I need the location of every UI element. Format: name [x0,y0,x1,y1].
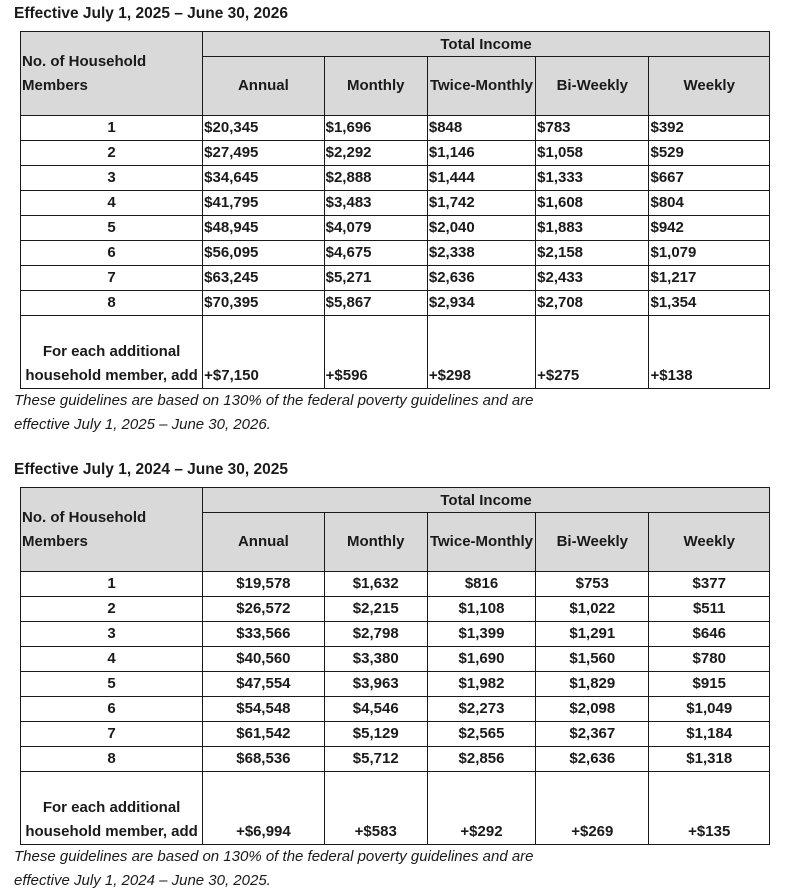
header-weekly: Weekly [649,57,770,116]
weekly-income-cell: $1,217 [649,266,770,291]
weekly-income-cell: $392 [649,116,770,141]
header-monthly: Monthly [324,57,427,116]
household-members-cell: 5 [21,216,203,241]
table-row [21,672,770,697]
header-twice-monthly: Twice-Monthly [427,513,535,572]
additional-twice-monthly-cell: +$298 [427,316,535,389]
weekly-income-cell: $942 [649,216,770,241]
twice-monthly-income-cell: $1,982 [427,672,535,697]
twice-monthly-income-cell: $2,934 [427,291,535,316]
additional-bi-weekly-cell: +$275 [536,316,649,389]
annual-income-cell: $41,795 [203,191,324,216]
annual-income-cell: $48,945 [203,216,324,241]
table-row [21,697,770,722]
table-row [21,747,770,772]
household-members-cell: 7 [21,722,203,747]
household-members-cell: 1 [21,572,203,597]
additional-member-row [21,772,770,845]
monthly-income-cell: $1,632 [324,572,427,597]
weekly-income-cell: $511 [649,597,770,622]
twice-monthly-income-cell: $1,444 [427,166,535,191]
table-row [21,572,770,597]
annual-income-cell: $40,560 [203,647,324,672]
twice-monthly-income-cell: $1,690 [427,647,535,672]
table-row [21,597,770,622]
monthly-income-cell: $3,483 [324,191,427,216]
bi-weekly-income-cell: $2,158 [536,241,649,266]
twice-monthly-income-cell: $2,856 [427,747,535,772]
annual-income-cell: $19,578 [203,572,324,597]
table-row [21,141,770,166]
additional-member-label: For each additional household member, add [21,316,203,389]
bi-weekly-income-cell: $1,829 [536,672,649,697]
annual-income-cell: $33,566 [203,622,324,647]
bi-weekly-income-cell: $2,433 [536,266,649,291]
household-members-cell: 3 [21,622,203,647]
weekly-income-cell: $377 [649,572,770,597]
header-total-income: Total Income [203,488,770,513]
header-annual: Annual [203,57,324,116]
weekly-income-cell: $1,049 [649,697,770,722]
monthly-income-cell: $4,546 [324,697,427,722]
twice-monthly-income-cell: $816 [427,572,535,597]
weekly-income-cell: $804 [649,191,770,216]
bi-weekly-income-cell: $2,098 [536,697,649,722]
table-row [21,241,770,266]
weekly-income-cell: $1,184 [649,722,770,747]
header-monthly: Monthly [324,513,427,572]
annual-income-cell: $61,542 [203,722,324,747]
header-household-members: No. of Household Members [21,488,203,572]
monthly-income-cell: $3,380 [324,647,427,672]
footnote-line-2: effective July 1, 2025 – June 30, 2026. [14,416,271,433]
bi-weekly-income-cell: $1,560 [536,647,649,672]
household-members-cell: 8 [21,747,203,772]
weekly-income-cell: $915 [649,672,770,697]
bi-weekly-income-cell: $1,608 [536,191,649,216]
monthly-income-cell: $5,271 [324,266,427,291]
household-members-cell: 6 [21,241,203,266]
weekly-income-cell: $780 [649,647,770,672]
header-annual: Annual [203,513,324,572]
twice-monthly-income-cell: $2,040 [427,216,535,241]
twice-monthly-income-cell: $1,108 [427,597,535,622]
household-members-cell: 2 [21,141,203,166]
bi-weekly-income-cell: $753 [536,572,649,597]
twice-monthly-income-cell: $2,273 [427,697,535,722]
footnote-line-1: These guidelines are based on 130% of the federal poverty guidelines and are [14,848,534,865]
twice-monthly-income-cell: $1,742 [427,191,535,216]
income-guidelines-2024-section [14,459,774,893]
household-members-cell: 3 [21,166,203,191]
table-row [21,216,770,241]
income-table-2024 [20,487,770,845]
twice-monthly-income-cell: $2,338 [427,241,535,266]
bi-weekly-income-cell: $2,708 [536,291,649,316]
table-row [21,166,770,191]
additional-annual-cell: +$6,994 [203,772,324,845]
twice-monthly-income-cell: $2,636 [427,266,535,291]
annual-income-cell: $47,554 [203,672,324,697]
table-row [21,116,770,141]
bi-weekly-income-cell: $1,883 [536,216,649,241]
section-title: Effective July 1, 2025 – June 30, 2026 [14,5,289,22]
household-members-cell: 2 [21,597,203,622]
annual-income-cell: $26,572 [203,597,324,622]
additional-member-row [21,316,770,389]
monthly-income-cell: $5,712 [324,747,427,772]
monthly-income-cell: $2,292 [324,141,427,166]
additional-weekly-cell: +$135 [649,772,770,845]
monthly-income-cell: $1,696 [324,116,427,141]
table-row [21,191,770,216]
bi-weekly-income-cell: $1,291 [536,622,649,647]
household-members-cell: 6 [21,697,203,722]
additional-member-label: For each additional household member, add [21,772,203,845]
bi-weekly-income-cell: $1,058 [536,141,649,166]
bi-weekly-income-cell: $783 [536,116,649,141]
monthly-income-cell: $2,798 [324,622,427,647]
table-row [21,622,770,647]
table-row [21,291,770,316]
weekly-income-cell: $1,079 [649,241,770,266]
additional-weekly-cell: +$138 [649,316,770,389]
annual-income-cell: $20,345 [203,116,324,141]
twice-monthly-income-cell: $848 [427,116,535,141]
additional-monthly-cell: +$596 [324,316,427,389]
monthly-income-cell: $4,079 [324,216,427,241]
footnote [14,845,774,893]
header-twice-monthly: Twice-Monthly [427,57,535,116]
annual-income-cell: $56,095 [203,241,324,266]
header-household-members: No. of Household Members [21,32,203,116]
monthly-income-cell: $3,963 [324,672,427,697]
table-row [21,647,770,672]
annual-income-cell: $27,495 [203,141,324,166]
header-weekly: Weekly [649,513,770,572]
household-members-cell: 4 [21,647,203,672]
twice-monthly-income-cell: $1,399 [427,622,535,647]
bi-weekly-income-cell: $1,333 [536,166,649,191]
annual-income-cell: $63,245 [203,266,324,291]
weekly-income-cell: $1,354 [649,291,770,316]
household-members-cell: 4 [21,191,203,216]
weekly-income-cell: $529 [649,141,770,166]
household-members-cell: 1 [21,116,203,141]
bi-weekly-income-cell: $2,367 [536,722,649,747]
household-members-cell: 7 [21,266,203,291]
section-title: Effective July 1, 2024 – June 30, 2025 [14,461,289,478]
weekly-income-cell: $667 [649,166,770,191]
additional-twice-monthly-cell: +$292 [427,772,535,845]
annual-income-cell: $54,548 [203,697,324,722]
header-total-income: Total Income [203,32,770,57]
bi-weekly-income-cell: $1,022 [536,597,649,622]
weekly-income-cell: $1,318 [649,747,770,772]
household-members-cell: 8 [21,291,203,316]
income-table-2025 [20,31,770,389]
annual-income-cell: $68,536 [203,747,324,772]
footnote-line-1: These guidelines are based on 130% of the federal poverty guidelines and are [14,392,534,409]
twice-monthly-income-cell: $1,146 [427,141,535,166]
header-bi-weekly: Bi-Weekly [536,57,649,116]
income-guidelines-2025-section [14,3,774,437]
header-bi-weekly: Bi-Weekly [536,513,649,572]
table-row [21,722,770,747]
additional-monthly-cell: +$583 [324,772,427,845]
weekly-income-cell: $646 [649,622,770,647]
monthly-income-cell: $2,215 [324,597,427,622]
twice-monthly-income-cell: $2,565 [427,722,535,747]
additional-bi-weekly-cell: +$269 [536,772,649,845]
annual-income-cell: $34,645 [203,166,324,191]
household-members-cell: 5 [21,672,203,697]
bi-weekly-income-cell: $2,636 [536,747,649,772]
monthly-income-cell: $5,129 [324,722,427,747]
monthly-income-cell: $2,888 [324,166,427,191]
monthly-income-cell: $5,867 [324,291,427,316]
additional-annual-cell: +$7,150 [203,316,324,389]
table-row [21,266,770,291]
annual-income-cell: $70,395 [203,291,324,316]
monthly-income-cell: $4,675 [324,241,427,266]
footnote [14,389,774,437]
footnote-line-2: effective July 1, 2024 – June 30, 2025. [14,872,271,889]
